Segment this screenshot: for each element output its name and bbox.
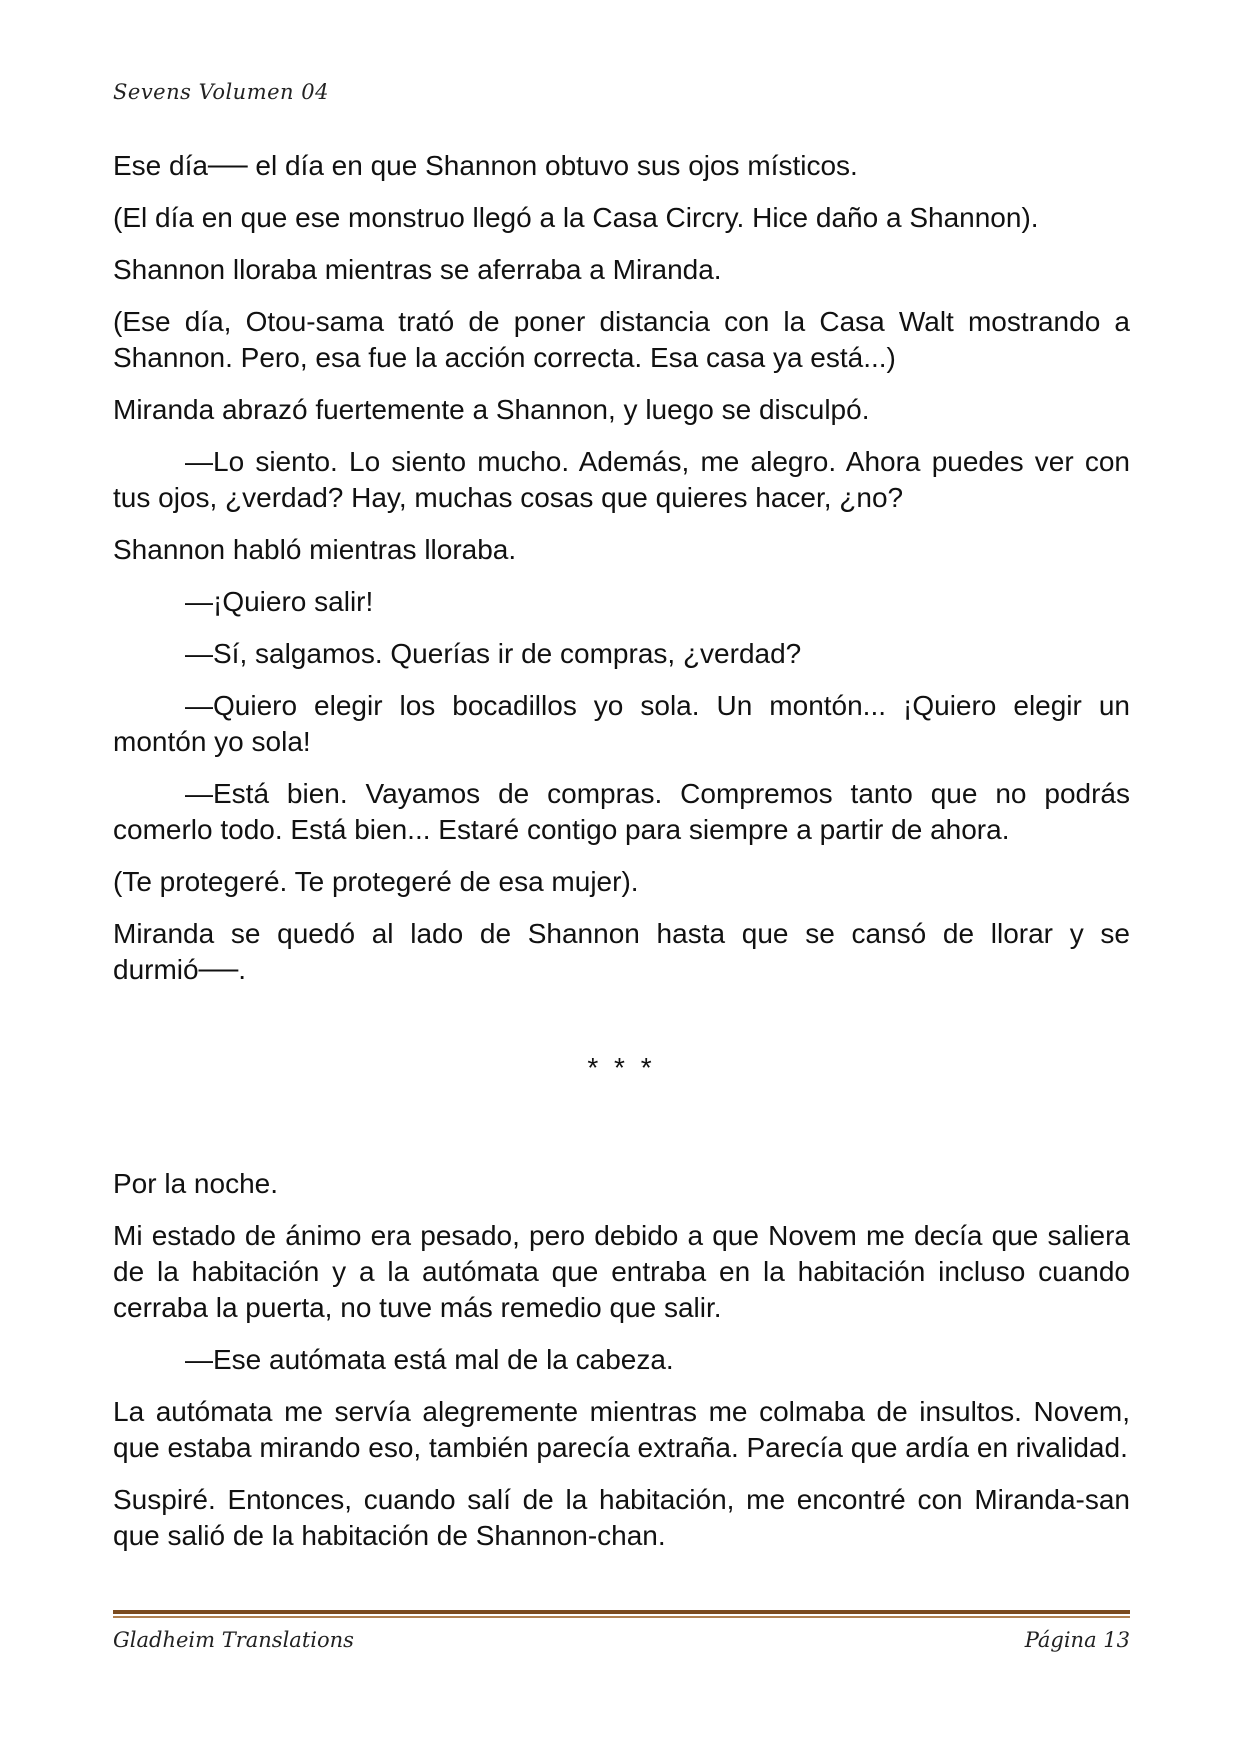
paragraph: (El día en que ese monstruo llegó a la Casa Circry. Hice daño a Shannon). bbox=[113, 202, 1039, 233]
paragraph: Miranda se quedó al lado de Shannon hasta que se cansó de llorar y se durmió──. bbox=[113, 918, 1130, 985]
paragraph: Mi estado de ánimo era pesado, pero debido a que Novem me decía que saliera de la habitación y a la autómata que entraba en la habitación incluso cuando cerraba la puerta, no tuve más remedio que salir. bbox=[113, 1220, 1130, 1323]
scene-separator: * * * bbox=[587, 1052, 656, 1083]
paragraph: Ese día── el día en que Shannon obtuvo sus ojos místicos. bbox=[113, 150, 858, 181]
page-body bbox=[113, 148, 1130, 1570]
paragraph: (Ese día, Otou-sama trató de poner distancia con la Casa Walt mostrando a Shannon. Pero, esa fue la acción correcta. Esa casa ya está...) bbox=[113, 306, 1130, 373]
dialogue-paragraph: —Lo siento. Lo siento mucho. Además, me alegro. Ahora puedes ver con tus ojos, ¿verdad? Hay, muchas cosas que quieres hacer, ¿no? bbox=[113, 446, 1130, 513]
paragraph: La autómata me servía alegremente mientras me colmaba de insultos. Novem, que estaba mirando eso, también parecía extraña. Parecía que ardía en rivalidad. bbox=[113, 1396, 1130, 1463]
footer-publisher: Gladheim Translations bbox=[113, 1628, 354, 1652]
paragraph: (Te protegeré. Te protegeré de esa mujer). bbox=[113, 866, 639, 897]
dialogue-paragraph: —Está bien. Vayamos de compras. Compremos tanto que no podrás comerlo todo. Está bien... Estaré contigo para siempre a partir de ahora. bbox=[113, 778, 1130, 845]
dialogue-paragraph: —Sí, salgamos. Querías ir de compras, ¿verdad? bbox=[185, 638, 802, 669]
paragraph: Suspiré. Entonces, cuando salí de la habitación, me encontré con Miranda-san que salió de la habitación de Shannon-chan. bbox=[113, 1484, 1130, 1551]
footer-page-number: Página 13 bbox=[1024, 1628, 1130, 1652]
paragraph: Shannon lloraba mientras se aferraba a Miranda. bbox=[113, 254, 722, 285]
dialogue-paragraph: —¡Quiero salir! bbox=[185, 586, 374, 617]
paragraph: Shannon habló mientras lloraba. bbox=[113, 534, 517, 565]
footer-divider bbox=[113, 1610, 1130, 1618]
paragraph: Miranda abrazó fuertemente a Shannon, y luego se disculpó. bbox=[113, 394, 870, 425]
dialogue-paragraph: —Ese autómata está mal de la cabeza. bbox=[185, 1344, 674, 1375]
paragraph: Por la noche. bbox=[113, 1168, 278, 1199]
page-header-title: Sevens Volumen 04 bbox=[113, 80, 329, 104]
dialogue-paragraph: —Quiero elegir los bocadillos yo sola. Un montón... ¡Quiero elegir un montón yo sola! bbox=[113, 690, 1130, 757]
